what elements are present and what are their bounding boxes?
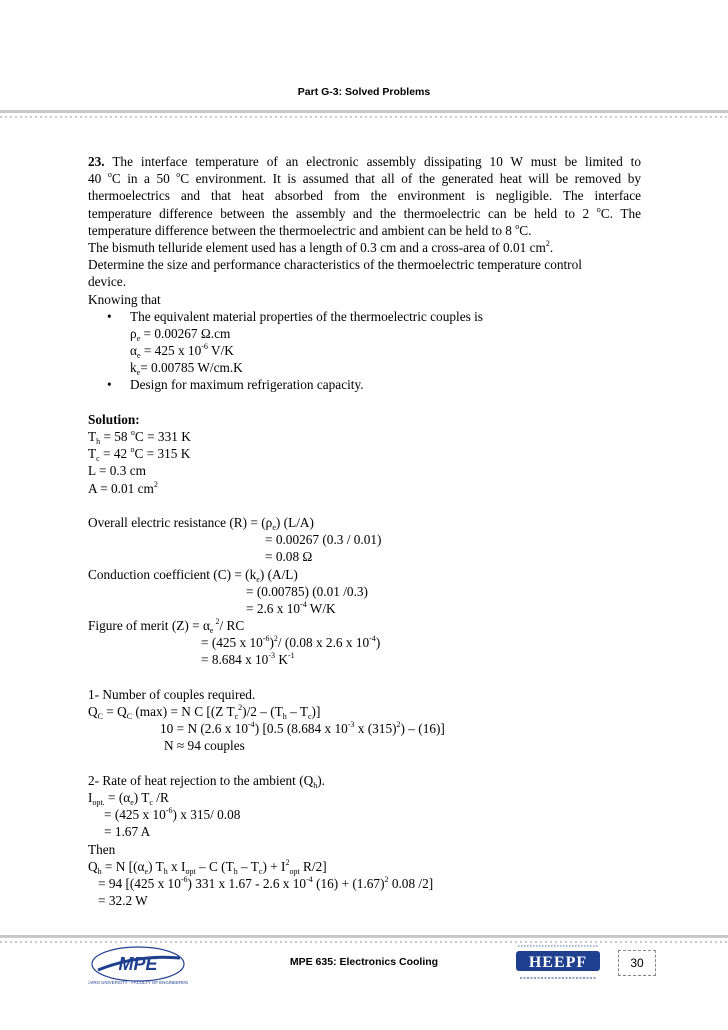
resistance-line-3: = 0.08 Ω xyxy=(265,549,313,565)
svg-text:HEEPF: HEEPF xyxy=(528,954,588,971)
problem-line-6: The bismuth telluride element used has a length of 0.3 cm and a cross-area of 0.01 $cm^2$. xyxy=(88,238,554,255)
problem-line-8: device. xyxy=(88,274,127,290)
bullet-item-2: • Design for maximum refrigeration capacity. xyxy=(107,377,364,393)
couples-line-3: N ≈ 94 couples xyxy=(164,738,245,754)
footer-course-title: MPE 635: Electronics Cooling xyxy=(289,956,439,968)
solution-heading: Solution: xyxy=(88,411,140,427)
heepf-logo xyxy=(512,940,604,986)
rejection-line-2: = 94 [(425 x $10^{-6}$) 331 x 1.67 - 2.6 x $10^{-4}$ $(16) + (1.67)^2$ 0.08 /2] xyxy=(98,874,434,891)
conduction-line-3: = 2.6 x $10^{-4}$ W/K xyxy=(246,599,336,616)
page-number: 30 xyxy=(618,950,656,976)
current-line-1: $I_{opt.} = (\alpha_e)$ $T_c$ /R xyxy=(88,789,169,807)
problem-line-1: 23. The interface temperature of an electronic assembly dissipating 10 W must be limited to xyxy=(88,154,641,169)
document-body xyxy=(88,153,641,909)
problem-line-9: Knowing that xyxy=(88,291,161,307)
current-line-2: = (425 x $10^{-6}$) x 315/ 0.08 xyxy=(104,806,241,823)
solution-area: A = 0.01 $cm^2$ xyxy=(88,479,158,496)
merit-line-2: = (425 x $10^{-6})^2/$ (0.08 x 2.6 x $10^{-4}$) xyxy=(201,634,381,651)
svg-text:MPE: MPE xyxy=(118,954,158,974)
header-divider xyxy=(0,110,728,121)
solution-length: L = 0.3 cm xyxy=(88,463,146,479)
property-alpha: $\alpha_e = 425$ x $10^{-6}$ V/K xyxy=(130,342,234,361)
bullet-icon: • xyxy=(107,377,112,393)
problem-line-2: 40 $^o$C in a 50 $^o$C environment. It is assumed that all of the generated heat will be removed by xyxy=(88,170,641,187)
property-rho: $\rho_e = 0.00267$ Ω.cm xyxy=(130,325,231,343)
couples-line-1: $Q_C = Q_C$ (max) = N C [(Z $T_c^2)/2 - (T_h - T_c)$] xyxy=(88,703,321,721)
then-label: Then xyxy=(88,841,116,857)
conduction-line-1: Conduction coefficient $(C) = (k_e)$ (A/L) xyxy=(88,566,298,584)
step-2-heading: 2- Rate of heat rejection to the ambient $(Q_h)$. xyxy=(88,772,325,790)
rejection-line-3: = 32.2 W xyxy=(98,893,148,909)
bullet-item-1: • The equivalent material properties of the thermoelectric couples is xyxy=(107,308,483,324)
solution-tc: $T_c = 42$ $^o$C = 315 K xyxy=(88,445,191,464)
page-header-title: Part G-3: Solved Problems xyxy=(297,86,431,98)
property-k: $k_e= 0.00785$ W/cm.K xyxy=(130,360,243,378)
merit-line-1: Figure of merit $(Z) = \alpha_e$ $^2$/ RC xyxy=(88,617,245,636)
problem-number: 23. xyxy=(88,154,105,169)
problem-line-4: temperature difference between the assembly and the thermoelectric can be held to 2 $^o$C. The xyxy=(88,204,641,221)
current-line-3: = 1.67 A xyxy=(104,824,151,840)
problem-line-3: thermoelectrics and that heat absorbed from the environment is negligible. The interface xyxy=(88,188,641,204)
problem-line-7: Determine the size and performance characteristics of the thermoelectric temperature control xyxy=(88,257,582,273)
resistance-line-1: Overall electric resistance $(R) = (\rho_e)$ (L/A) xyxy=(88,514,314,532)
solution-th: $T_h = 58$ $^o$C = 331 K xyxy=(88,428,191,446)
resistance-line-2: = 0.00267 (0.3 / 0.01) xyxy=(265,532,382,548)
bullet-icon: • xyxy=(107,308,112,324)
svg-text:CAIRO UNIVERSITY · FACULTY OF: CAIRO UNIVERSITY · FACULTY OF ENGINEERING xyxy=(88,980,188,985)
problem-line-5: temperature difference between the thermoelectric and ambient can be held to 8 $^o$C. xyxy=(88,221,532,238)
couples-line-2: 10 = N (2.6 x $10^{-4}$) [0.5 (8.684 x $10^{-3}$ x $(315)^2) - (16)$] xyxy=(160,720,445,737)
rejection-line-1: $Q_h = N$ [$(\alpha_e)$ $T_h$ x $I_{opt}$ – C $(T_h - T_c) + I^2_{opt}$ R/2] xyxy=(88,857,327,876)
conduction-line-2: = (0.00785) (0.01 /0.3) xyxy=(246,583,368,599)
step-1-heading: 1- Number of couples required. xyxy=(88,686,256,702)
merit-line-3: = 8.684 x $10^{-3}$ $K^{-1}$ xyxy=(201,651,295,668)
